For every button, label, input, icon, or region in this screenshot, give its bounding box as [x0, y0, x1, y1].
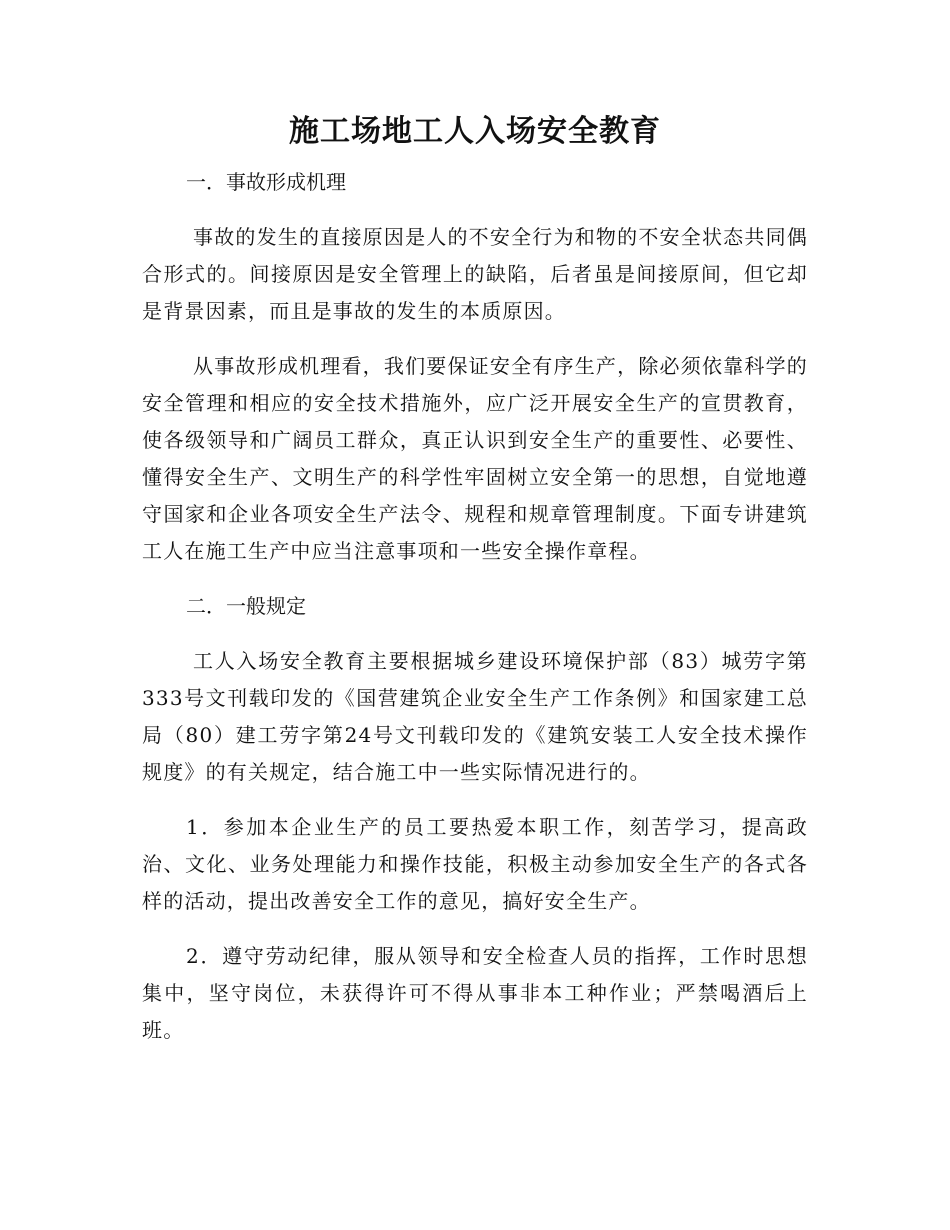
paragraph-3: 工人入场安全教育主要根据城乡建设环境保护部（83）城劳字第333号文刊载印发的《国营建筑企业安全生产工作条例》和国家建工总局（80）建工劳字第24号文刊载印发的《建筑安装工人安全技术操作规度》的有关规定，结合施工中一些实际情况进行的。 — [142, 649, 808, 784]
paragraph-1: 事故的发生的直接原因是人的不安全行为和物的不安全状态共同偶合形式的。间接原因是安全管理上的缺陷，后者虽是间接原间，但它却是背景因素，而且是事故的发生的本质原因。 — [142, 225, 808, 323]
section-heading-2: 二．一般规定 — [186, 594, 306, 618]
list-item-1: 1．参加本企业生产的员工要热爱本职工作，刻苦学习，提高政治、文化、业务处理能力和操作技能，积极主动参加安全生产的各式各样的活动，提出改善安全工作的意见，搞好安全生产。 — [142, 815, 808, 913]
document-body — [142, 164, 808, 1067]
list-item-2: 2．遵守劳动纪律，服从领导和安全检查人员的指挥，工作时思想集中，坚守岗位，未获得许可不得从事非本工种作业；严禁喝酒后上班。 — [142, 944, 808, 1042]
paragraph-2: 从事故形成机理看，我们要保证安全有序生产，除必须依靠科学的安全管理和相应的安全技术措施外，应广泛开展安全生产的宣贯教育，使各级领导和广阔员工群众，真正认识到安全生产的重要性、必要性、懂得安全生产、文明生产的科学性牢固树立安全第一的思想，自觉地遵守国家和企业各项安全生产法令、规程和规章管理制度。下面专讲建筑工人在施工生产中应当注意事项和一些安全操作章程。 — [142, 354, 808, 563]
section-heading-1: 一．事故形成机理 — [186, 170, 346, 194]
document-title: 施工场地工人入场安全教育 — [289, 114, 661, 149]
